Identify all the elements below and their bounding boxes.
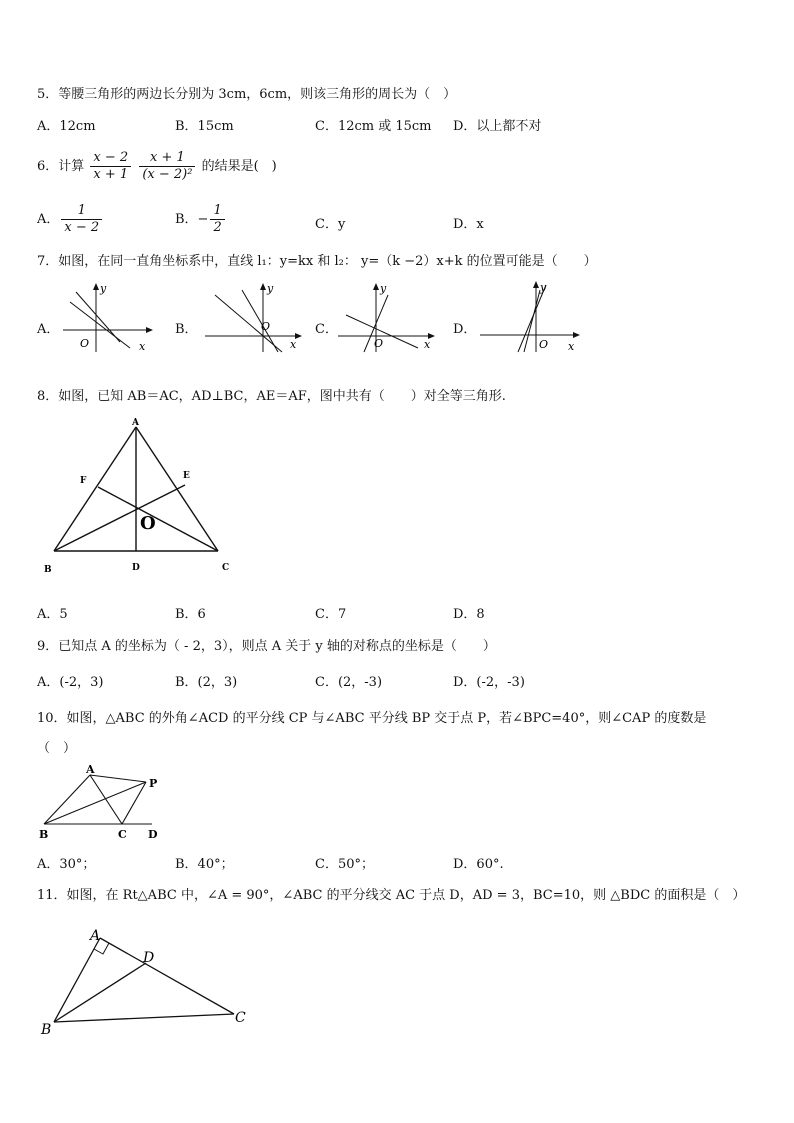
q10-option-d: D．60°. [453,857,504,872]
q5-option-d: D．以上都不对 [453,119,542,134]
q8-label-f: F [80,476,87,486]
q6-b-denominator: 2 [213,220,222,235]
q7-b-x-label: x [290,338,297,351]
q7-c-y-label: y [380,282,387,295]
q10-label-c: C [118,828,127,841]
q6-a-denominator: x − 2 [64,220,100,235]
question-9-stem: 9．已知点 A 的坐标为（ - 2，3），则点 A 关于 y 轴的对称点的坐标是（ ） [37,639,496,654]
q7-graph-b [200,280,310,355]
q11-figure [38,922,258,1042]
q7-c-x-label: x [424,338,431,351]
q10-option-c: C．50°； [315,857,374,872]
question-7-stem: 7．如图，在同一直角坐标系中，直线 l₁：y=kx 和 l₂： y=（k −2）x+k 的位置可能是（ ） [37,254,597,269]
q7-b-origin: O [261,320,271,333]
q7-b-line-1 [215,295,282,352]
question-5-stem: 5．等腰三角形的两边长分别为 3cm，6cm，则该三角形的周长为（ ） [37,87,457,102]
q7-d-line-2 [524,290,540,352]
q7-option-c-label: C． [315,322,338,337]
q10-label-p: P [149,777,158,790]
q10-label-d: D [148,828,158,841]
q9-option-b: B．(2，3) [175,675,238,690]
q6-option-b-fraction [210,203,224,236]
question-10-stem-2: （ ） [37,741,77,756]
q7-graph-a [58,280,158,355]
q11-label-a: A [90,928,101,944]
q6-a-numerator: 1 [61,203,102,220]
q7-d-x-label: x [568,340,575,353]
q6-suffix: 的结果是( ) [201,159,277,174]
q7-b-line-2 [242,290,278,352]
q6-f2-denominator: (x − 2)² [142,167,193,182]
q6-option-b-label: B．− [175,212,209,227]
question-11-stem: 11．如图，在 Rt△ABC 中，∠A = 90°，∠ABC 的平分线交 AC 于点 D，AD = 3，BC=10，则 △BDC 的面积是（ ） [37,888,746,903]
q7-a-y-label: y [100,282,107,295]
q7-c-origin: O [374,337,384,350]
q9-option-d: D．(-2，-3) [453,675,525,690]
q11-label-b: B [41,1022,52,1038]
q8-label-b: B [44,565,52,575]
q8-option-d: D．8 [453,607,485,622]
q7-option-d-label: D． [453,322,477,337]
q6-option-c: C．y [315,217,346,232]
q5-option-a: A．12cm [37,119,96,134]
q7-a-x-label: x [139,340,146,353]
q6-f2-numerator: x + 1 [139,150,195,167]
q8-triangle-figure [40,415,240,585]
q6-fraction-1 [90,150,131,183]
q10-label-b: B [39,828,49,841]
q11-label-c: C [235,1010,246,1026]
q7-a-line-1 [70,302,130,348]
q8-option-a: A．5 [37,607,68,622]
q7-option-b-label: B． [175,322,198,337]
q8-option-c: C．7 [315,607,347,622]
q10-option-b: B．40°； [175,857,234,872]
q6-option-b [175,203,227,236]
q6-f1-numerator: x − 2 [90,150,131,167]
q5-option-c: C．12cm 或 15cm [315,119,432,134]
q8-label-c: C [222,563,230,573]
q8-label-o: O [140,513,156,534]
q6-fraction-2 [139,150,195,183]
q7-a-origin: O [80,337,90,350]
q7-graph-c [336,280,446,355]
q7-graph-d [478,280,588,355]
q5-option-b: B．15cm [175,119,234,134]
q6-option-d: D．x [453,217,484,232]
q8-label-a: A [132,418,139,428]
q7-d-origin: O [539,338,549,351]
q6-prefix: 6．计算 [37,159,85,174]
q9-option-c: C．(2，-3) [315,675,383,690]
question-10-stem: 10．如图，△ABC 的外角∠ACD 的平分线 CP 与∠ABC 平分线 BP 交于点 P，若∠BPC=40°，则∠CAP 的度数是 [37,711,707,726]
q7-d-y-label: y [540,281,547,294]
q6-option-a [37,203,104,236]
q8-label-e: E [183,471,190,481]
question-8-stem: 8．如图，已知 AB＝AC，AD⊥BC，AE＝AF，图中共有（ ）对全等三角形. [37,389,506,404]
q7-option-a-label: A． [37,322,60,337]
q6-b-numerator: 1 [210,203,224,220]
q11-label-d: D [143,950,155,966]
q10-label-a: A [86,763,95,776]
q10-figure [36,760,176,845]
q7-b-y-label: y [267,282,274,295]
q6-f1-denominator: x + 1 [93,167,129,182]
q9-option-a: A．(-2，3) [37,675,104,690]
q8-label-d: D [132,563,140,573]
q6-option-a-label: A． [37,212,60,227]
q8-option-b: B．6 [175,607,206,622]
q10-option-a: A．30°； [37,857,96,872]
q6-option-a-fraction [61,203,102,236]
q7-a-line-2 [76,292,120,342]
question-6-stem [37,150,277,183]
